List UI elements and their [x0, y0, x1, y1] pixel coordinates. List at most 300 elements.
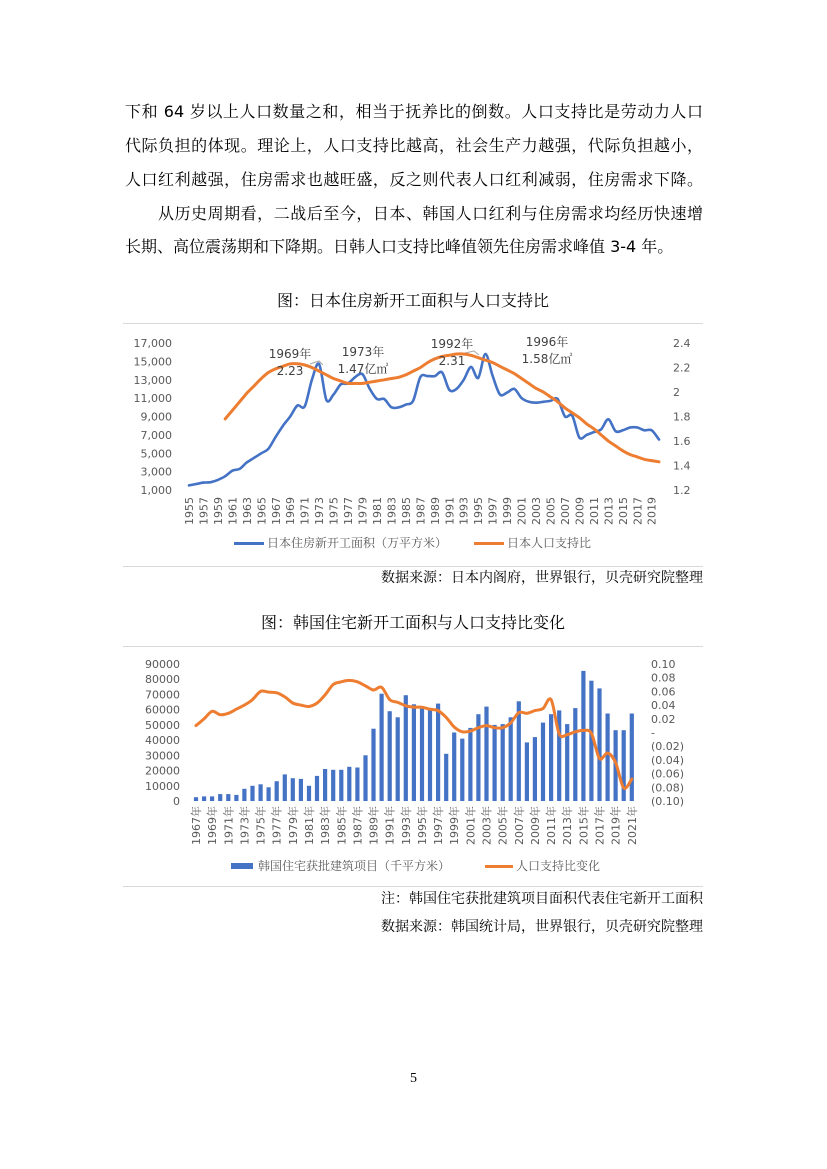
annotation-value-label: 1.47亿㎡: [337, 362, 389, 376]
japan-housing-data-point: [455, 388, 457, 390]
korea-support-ratio-data-point: [243, 704, 246, 707]
japan-housing-data-point: [600, 428, 602, 430]
x-tick-label: 2001: [515, 497, 529, 525]
body-text-line: 下和 64 岁以上人口数量之和，相当于抚养比的倒数。人口支持比是劳动力人口: [125, 102, 703, 121]
x-tick-label: 2019年: [609, 806, 623, 845]
x-tick-label: 1957: [197, 497, 211, 525]
japan-support-ratio-data-point: [549, 396, 552, 399]
japan-support-ratio-data-point: [354, 382, 357, 385]
bar-1973: [242, 789, 246, 801]
japan-housing-data-point: [325, 399, 327, 401]
x-tick-label: 1991: [443, 497, 457, 525]
y-left-tick-label: 60000: [145, 703, 180, 717]
bar-1971: [226, 794, 230, 801]
y-right-tick-label: (0.04): [651, 753, 685, 767]
japan-housing-data-point: [253, 457, 255, 459]
japan-housing-data-point: [419, 376, 421, 378]
korea-support-ratio-data-point: [453, 726, 456, 729]
japan-housing-data-point: [492, 375, 494, 377]
y-left-tick-label: 90000: [145, 658, 180, 671]
y-right-tick-label: 0.08: [651, 671, 676, 685]
japan-housing-data-point: [405, 403, 407, 405]
y-right-tick-label: 0.04: [651, 699, 676, 713]
japan-housing-data-point: [448, 389, 450, 391]
japan-housing-data-point: [390, 406, 392, 408]
japan-housing-data-point: [210, 481, 212, 483]
korea-support-ratio-data-point: [598, 757, 601, 760]
bar-2000: [460, 739, 464, 801]
bar-1986: [347, 767, 351, 801]
x-tick-label: 1967年: [190, 806, 203, 845]
korea-support-ratio-data-point: [574, 731, 577, 734]
y-right-tick-label: (0.10): [651, 795, 685, 808]
japan-housing-data-point: [202, 481, 204, 483]
y-left-tick-label: 9,000: [140, 410, 172, 424]
japan-support-ratio-data-point: [405, 374, 408, 377]
japan-support-ratio-data-point: [238, 401, 241, 404]
x-tick-label: 1995: [472, 497, 486, 525]
y-right-tick-label: 1.4: [673, 459, 691, 473]
bar-1984: [331, 770, 335, 801]
japan-housing-data-point: [549, 400, 551, 402]
bar-2020: [622, 730, 626, 801]
japan-housing-data-point: [636, 426, 638, 428]
bar-1969: [210, 796, 214, 801]
x-tick-label: 1997: [486, 497, 500, 525]
x-tick-label: 1991年: [383, 806, 397, 845]
y-left-tick-label: 80000: [145, 673, 180, 687]
korea-figure-title: 图：韩国住宅新开工面积与人口支持比变化: [260, 613, 565, 632]
y-right-tick-label: 1.2: [673, 484, 691, 497]
y-left-tick-label: 11,000: [133, 392, 172, 406]
japan-support-ratio-data-point: [513, 372, 516, 375]
bar-2018: [606, 714, 610, 802]
korea-support-ratio-data-point: [372, 689, 375, 692]
page-number: 5: [410, 1071, 417, 1086]
korea-support-ratio-data-point: [332, 683, 335, 686]
japan-housing-data-point: [296, 404, 298, 406]
japan-housing-data-point: [658, 438, 660, 440]
japan-support-ratio-data-point: [311, 366, 314, 369]
japan-housing-data-point: [246, 461, 248, 463]
japan-housing-data-point: [643, 429, 645, 431]
japan-housing-data-point: [311, 379, 313, 381]
y-left-tick-label: 1,000: [140, 484, 172, 497]
korea-support-ratio-data-point: [356, 681, 359, 684]
x-tick-label: 1963: [240, 497, 254, 525]
y-right-tick-label: 1.6: [673, 435, 691, 448]
japan-support-ratio-data-point: [484, 359, 487, 362]
y-right-tick-label: 0.10: [651, 658, 676, 671]
bar-1991: [388, 711, 392, 801]
japan-housing-data-point: [318, 363, 320, 365]
bar-1974: [250, 786, 254, 801]
x-tick-label: 2013: [602, 497, 616, 525]
japan-housing-data-point: [629, 426, 631, 428]
y-right-tick-label: 0.02: [651, 712, 676, 726]
annotation-value-label: 2.23: [276, 364, 304, 378]
korea-chart-svg: [0, 640, 827, 890]
bar-1989: [371, 729, 375, 801]
x-tick-label: 1983: [385, 497, 399, 525]
korea-support-ratio-data-point: [267, 691, 270, 694]
y-right-tick-label: 1.8: [673, 410, 691, 424]
japan-support-ratio-data-point: [419, 366, 422, 369]
japan-housing-data-point: [434, 375, 436, 377]
annotation-year-label: 1992年: [430, 337, 474, 351]
japan-support-ratio-data-point: [614, 445, 617, 448]
x-tick-label: 1995年: [415, 806, 429, 845]
x-tick-label: 1985: [399, 497, 413, 525]
legend-swatch-japan-housing: [234, 542, 264, 545]
japan-housing-data-point: [651, 429, 653, 431]
japan-data-source: 数据来源：日本内阁府，世界银行，贝壳研究院整理: [381, 570, 703, 586]
bar-1993: [404, 695, 408, 801]
legend-swatch-korea-support-ratio-change: [485, 865, 513, 868]
korea-support-ratio-data-point: [235, 708, 238, 711]
japan-support-ratio-data-point: [361, 382, 364, 385]
japan-support-ratio-data-point: [622, 450, 625, 453]
x-tick-label: 2005: [544, 497, 558, 525]
y-left-tick-label: 7,000: [140, 428, 172, 442]
japan-support-ratio-data-point: [246, 392, 249, 395]
y-right-tick-label: (0.08): [651, 781, 685, 795]
y-right-tick-label: (0.06): [651, 767, 685, 781]
bar-1980: [299, 779, 303, 801]
japan-housing-data-point: [412, 400, 414, 402]
japan-support-ratio-data-point: [535, 387, 538, 390]
japan-housing-data-point: [622, 429, 624, 431]
japan-housing-data-point: [398, 406, 400, 408]
japan-housing-data-point: [304, 405, 306, 407]
annotation-value-label: 1.58亿㎡: [521, 352, 573, 366]
japan-housing-data-point: [354, 376, 356, 378]
japan-housing-data-point: [470, 366, 472, 368]
korea-support-ratio-data-point: [534, 709, 537, 712]
x-tick-label: 1973年: [238, 806, 252, 845]
x-tick-label: 2011年: [545, 806, 559, 845]
japan-housing-data-point: [195, 483, 197, 485]
korea-support-ratio-data-point: [509, 722, 512, 725]
bar-1995: [420, 707, 424, 801]
korea-support-ratio-data-point: [300, 704, 303, 707]
japan-support-ratio-data-point: [528, 382, 531, 385]
annotation-year-label: 1996年: [525, 335, 569, 349]
japan-support-ratio-data-point: [332, 377, 335, 380]
y-left-tick-label: 10000: [145, 779, 180, 793]
korea-support-ratio-data-point: [308, 705, 311, 708]
korea-support-ratio-data-point: [397, 701, 400, 704]
x-tick-label: 1971年: [222, 806, 236, 845]
x-tick-label: 1975: [327, 497, 341, 525]
x-tick-label: 2007年: [512, 806, 526, 845]
bar-2011: [549, 714, 553, 801]
y-right-tick-label: -: [651, 726, 655, 740]
korea-support-ratio-data-point: [526, 712, 529, 715]
korea-support-ratio-data-point: [445, 716, 448, 719]
legend-swatch-japan-support-ratio: [474, 542, 504, 545]
japan-housing-data-point: [586, 434, 588, 436]
annotation-year-label: 1973年: [341, 345, 385, 359]
korea-support-ratio-data-point: [380, 686, 383, 689]
japan-housing-data-point: [528, 401, 530, 403]
japan-housing-data-point: [238, 468, 240, 470]
korea-support-ratio-data-point: [405, 705, 408, 708]
korea-support-ratio-data-point: [582, 729, 585, 732]
y-left-tick-label: 15,000: [133, 355, 172, 369]
y-right-tick-label: 2: [673, 386, 680, 399]
japan-housing-data-point: [607, 418, 609, 420]
japan-support-ratio-data-point: [390, 377, 393, 380]
japan-housing-data-point: [441, 371, 443, 373]
x-tick-label: 1979: [356, 497, 370, 525]
korea-support-ratio-data-point: [251, 698, 254, 701]
x-tick-label: 1993年: [399, 806, 413, 845]
korea-support-ratio-data-point: [413, 706, 416, 709]
annotation-year-label: 1969年: [268, 347, 312, 361]
x-tick-label: 1993: [457, 497, 471, 525]
japan-support-ratio-data-point: [600, 434, 603, 437]
x-tick-label: 1955: [183, 497, 196, 525]
body-text-line: 人口红利越强，住房需求也越旺盛，反之则代表人口红利减弱，住房需求下降。: [125, 170, 703, 189]
bar-1979: [291, 778, 295, 801]
japan-housing-data-point: [484, 353, 486, 355]
japan-chart-bottom-rule: [123, 566, 703, 567]
japan-support-ratio-data-point: [426, 361, 429, 364]
x-tick-label: 1975年: [254, 806, 268, 845]
japan-housing-data-point: [188, 484, 190, 486]
korea-support-ratio-data-point: [284, 696, 287, 699]
japan-housing-data-point: [520, 397, 522, 399]
bar-2015: [581, 671, 585, 801]
japan-housing-data-point: [499, 393, 501, 395]
japan-support-ratio-data-point: [224, 418, 227, 421]
japan-housing-data-point: [477, 377, 479, 379]
japan-support-ratio-data-point: [650, 459, 653, 462]
x-tick-label: 1987年: [351, 806, 365, 845]
korea-support-ratio-data-point: [493, 726, 496, 729]
legend-label-japan-support-ratio: 日本人口支持比: [507, 536, 592, 550]
x-tick-label: 2017年: [593, 806, 607, 845]
x-tick-label: 1999: [501, 497, 515, 525]
x-tick-label: 1987: [414, 497, 428, 525]
bar-1996: [428, 710, 432, 801]
legend-swatch-korea-approved-area: [231, 863, 253, 869]
korea-support-ratio-data-point: [518, 711, 521, 714]
japan-support-ratio-data-point: [585, 423, 588, 426]
body-text-line: 代际负担的体现。理论上，人口支持比越高，社会生产力越强，代际负担越小，: [125, 136, 703, 155]
y-left-tick-label: 13,000: [133, 373, 172, 387]
japan-housing-data-point: [369, 388, 371, 390]
y-left-tick-label: 50000: [145, 718, 180, 732]
japan-support-ratio-data-point: [607, 440, 610, 443]
bar-1987: [355, 768, 359, 802]
japan-support-ratio-data-point: [629, 453, 632, 456]
japan-housing-data-point: [340, 383, 342, 385]
japan-support-ratio-data-point: [383, 379, 386, 382]
korea-support-ratio-data-point: [211, 710, 214, 713]
korea-support-ratio-data-point: [469, 730, 472, 733]
japan-support-ratio-data-point: [470, 354, 473, 357]
bar-1983: [323, 769, 327, 801]
korea-chart-bottom-rule: [123, 886, 703, 887]
y-right-tick-label: 0.06: [651, 685, 676, 699]
japan-housing-data-point: [376, 398, 378, 400]
x-tick-label: 1977年: [270, 806, 284, 845]
korea-support-ratio-data-point: [340, 681, 343, 684]
japan-support-ratio-data-point: [477, 356, 480, 359]
japan-housing-data-point: [332, 393, 334, 395]
korea-support-ratio-data-point: [292, 702, 295, 705]
x-tick-label: 1961: [226, 497, 240, 525]
korea-chart-note: 注：韩国住宅获批建筑项目面积代表住宅新开工面积: [381, 891, 703, 907]
x-tick-label: 2009年: [528, 806, 542, 845]
korea-support-ratio-data-point: [501, 726, 504, 729]
y-right-tick-label: (0.02): [651, 740, 685, 754]
japan-housing-data-point: [267, 448, 269, 450]
japan-housing-data-point: [217, 479, 219, 481]
japan-support-ratio-data-point: [571, 412, 574, 415]
korea-support-ratio-data-point: [485, 724, 488, 727]
bar-2014: [573, 708, 577, 801]
korea-support-ratio-data-point: [477, 726, 480, 729]
japan-housing-data-point: [383, 398, 385, 400]
legend-label-korea-approved-area: 韩国住宅获批建筑项目（千平方米）: [258, 859, 451, 873]
y-left-tick-label: 17,000: [133, 337, 172, 350]
bar-1992: [396, 717, 400, 801]
y-right-tick-label: 2.4: [673, 337, 691, 350]
japan-housing-data-point: [260, 452, 262, 454]
japan-housing-data-point: [506, 391, 508, 393]
x-tick-label: 1981年: [302, 806, 316, 845]
korea-support-ratio-data-point: [614, 761, 617, 764]
x-tick-label: 1977: [342, 497, 356, 525]
japan-housing-data-point: [564, 415, 566, 417]
x-tick-label: 2021年: [625, 806, 639, 845]
japan-housing-data-point: [224, 475, 226, 477]
bar-1978: [283, 774, 287, 801]
japan-support-ratio-data-point: [397, 376, 400, 379]
japan-housing-data-point: [426, 375, 428, 377]
japan-figure-title: 图：日本住房新开工面积与人口支持比: [276, 291, 549, 310]
korea-support-ratio-data-point: [461, 731, 464, 734]
x-tick-label: 2003: [530, 497, 544, 525]
bar-1972: [234, 795, 238, 801]
japan-support-ratio-data-point: [491, 361, 494, 364]
x-tick-label: 2017: [631, 497, 645, 525]
japan-support-ratio-data-point: [318, 370, 321, 373]
x-tick-label: 2015年: [577, 806, 591, 845]
x-tick-label: 2013年: [561, 806, 575, 845]
y-left-tick-label: 70000: [145, 688, 180, 702]
bar-2003: [484, 707, 488, 801]
japan-support-ratio-data-point: [325, 374, 328, 377]
bar-1988: [363, 755, 367, 801]
x-tick-label: 1985年: [335, 806, 349, 845]
japan-support-ratio-data-point: [643, 458, 646, 461]
korea-support-ratio-data-point: [550, 698, 553, 701]
x-tick-label: 2015: [616, 497, 630, 525]
bar-1982: [315, 776, 319, 801]
japan-support-ratio-data-point: [267, 371, 270, 374]
japan-housing-data-point: [289, 415, 291, 417]
bar-1970: [218, 794, 222, 801]
y-left-tick-label: 20000: [145, 764, 180, 778]
bar-2005: [501, 724, 505, 801]
x-tick-label: 2007: [558, 497, 572, 525]
bar-1994: [412, 704, 416, 801]
japan-support-ratio-data-point: [260, 377, 263, 380]
korea-support-ratio-data-point: [219, 713, 222, 716]
bar-1977: [275, 781, 279, 801]
x-tick-label: 2003年: [480, 806, 494, 845]
japan-support-ratio-data-point: [542, 391, 545, 394]
japan-support-ratio-data-point: [499, 365, 502, 368]
bar-1999: [452, 733, 456, 802]
japan-support-ratio-data-point: [636, 456, 639, 459]
y-left-tick-label: 3,000: [140, 465, 172, 479]
bar-1990: [380, 694, 384, 801]
x-tick-label: 2011: [587, 497, 601, 525]
korea-support-ratio-data-point: [259, 690, 262, 693]
japan-support-ratio-data-point: [434, 358, 437, 361]
x-tick-label: 1967: [269, 497, 283, 525]
korea-support-ratio-data-point: [542, 707, 545, 710]
x-tick-label: 2005年: [496, 806, 510, 845]
bar-1976: [267, 787, 271, 801]
korea-support-ratio-data-point: [364, 685, 367, 688]
bar-2010: [541, 723, 545, 801]
bar-1998: [444, 754, 448, 801]
japan-support-ratio-data-point: [564, 407, 567, 410]
y-left-tick-label: 0: [173, 795, 180, 808]
x-tick-label: 1997年: [432, 806, 446, 845]
japan-support-ratio-data-point: [520, 377, 523, 380]
bar-2004: [493, 725, 497, 801]
x-tick-label: 1989: [428, 497, 442, 525]
x-tick-label: 1983年: [319, 806, 333, 845]
korea-support-ratio-data-point: [606, 752, 609, 755]
japan-support-ratio-data-point: [578, 416, 581, 419]
korea-support-ratio-data-point: [558, 733, 561, 736]
japan-housing-data-point: [542, 401, 544, 403]
japan-support-ratio-data-point: [376, 380, 379, 383]
korea-support-ratio-data-point: [316, 702, 319, 705]
japan-support-ratio-data-point: [369, 381, 372, 384]
x-tick-label: 1989年: [367, 806, 381, 845]
korea-support-ratio-data-point: [203, 718, 206, 721]
japan-housing-data-point: [578, 436, 580, 438]
body-text-line: 长期、高位震荡期和下降期。日韩人口支持比峰值领先住房需求峰值 3-4 年。: [125, 237, 674, 256]
annotation-value-label: 2.31: [438, 354, 466, 368]
japan-support-ratio-data-point: [556, 401, 559, 404]
korea-support-ratio-data-point: [622, 787, 625, 790]
japan-support-ratio-data-point: [231, 409, 234, 412]
bar-1967: [194, 797, 198, 801]
x-tick-label: 1969年: [206, 806, 220, 845]
korea-support-ratio-data-point: [421, 706, 424, 709]
korea-support-ratio-data-point: [348, 679, 351, 682]
japan-support-ratio-data-point: [412, 370, 415, 373]
bar-2006: [509, 717, 513, 801]
body-text-line: 从历史周期看，二战后至今，日本、韩国人口红利与住房需求均经历快速增: [158, 204, 703, 223]
bar-2021: [630, 714, 634, 802]
japan-support-ratio-data-point: [593, 428, 596, 431]
korea-support-ratio-data-point: [388, 698, 391, 701]
japan-support-ratio-data-point: [303, 364, 306, 367]
bar-2001: [468, 728, 472, 801]
korea-support-ratio-data-point: [631, 778, 634, 781]
